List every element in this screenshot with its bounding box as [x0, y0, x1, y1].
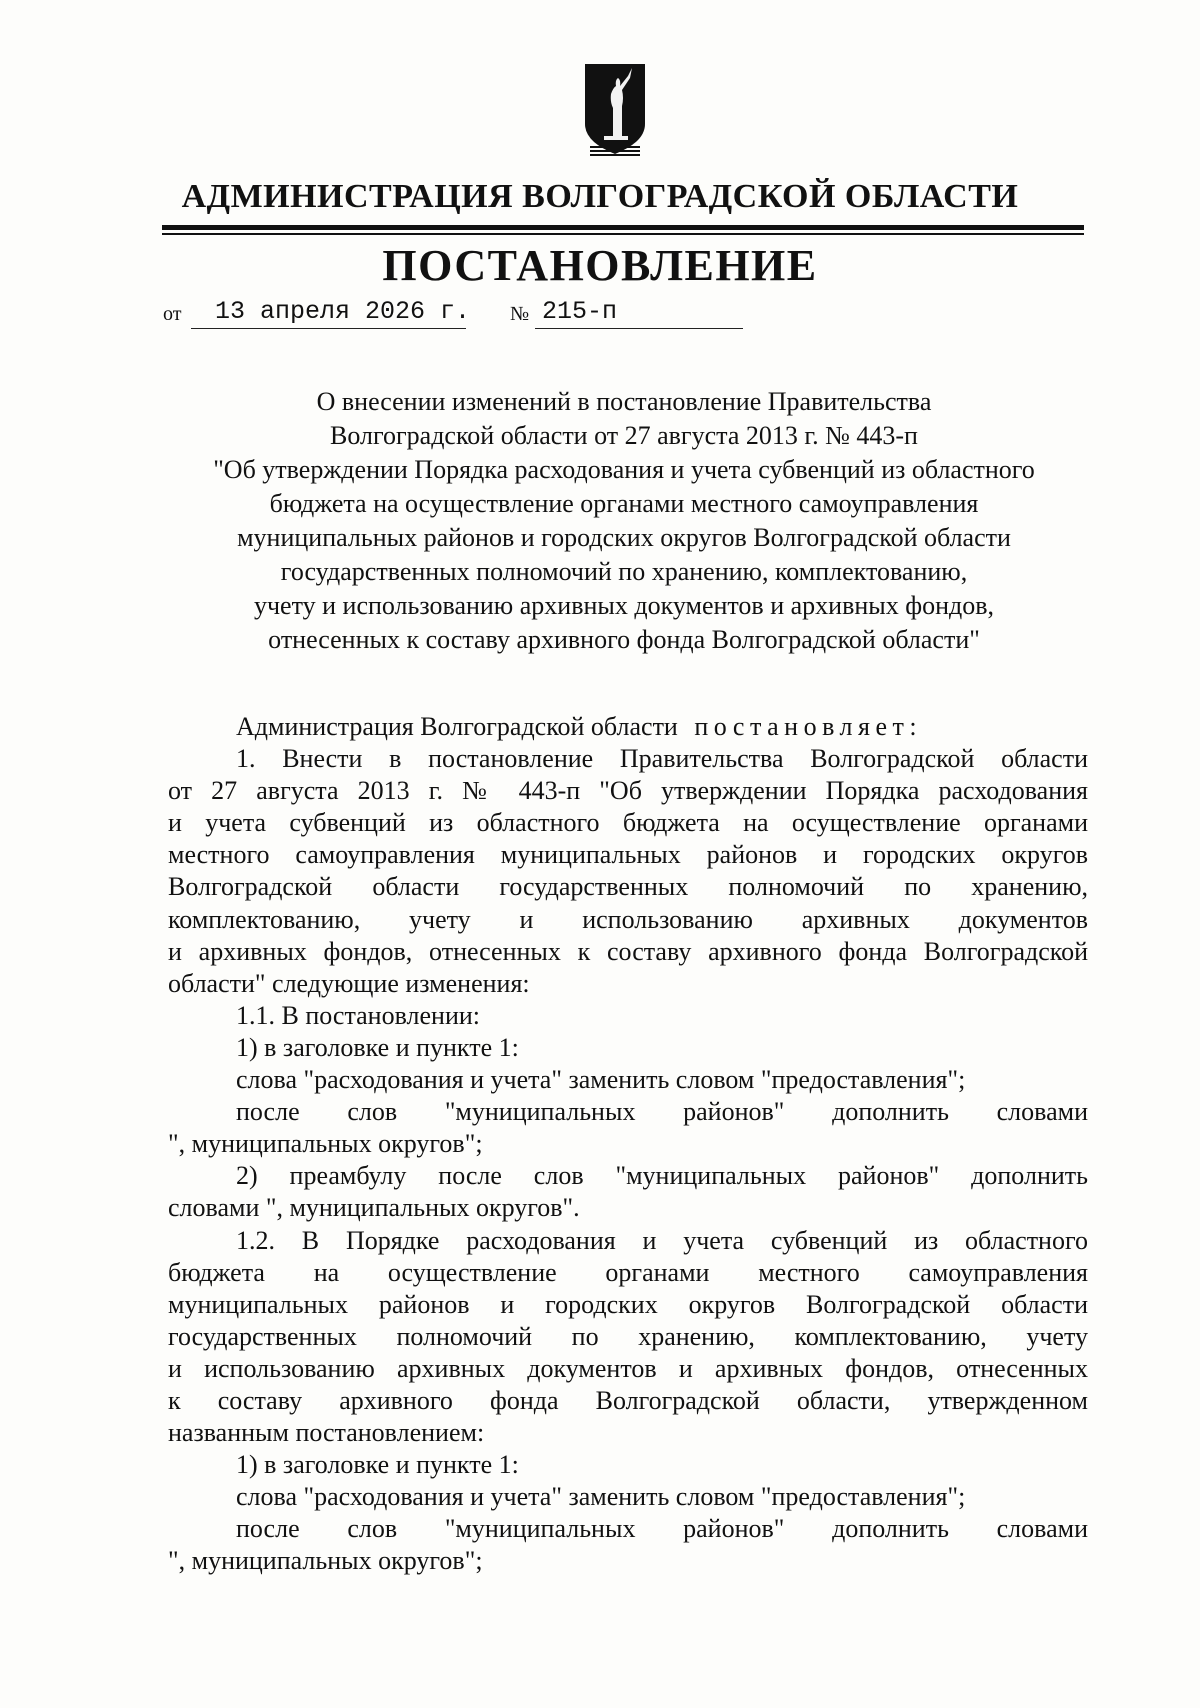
clause-1-2-line: бюджета на осуществление органами местного самоуправления	[168, 1257, 1088, 1287]
subject-line: муниципальных районов и городских округов Волгоградской области	[237, 523, 1011, 552]
document-date: 13 апреля 2026 г.	[215, 297, 471, 326]
clause-1-2-line: муниципальных районов и городских округов Волгоградской области	[168, 1289, 1088, 1319]
clause-1-2-line: 1.2. В Порядке расходования и учета субвенций из областного	[236, 1225, 1088, 1255]
paragraph-1-line: местного самоуправления муниципальных районов и городских округов	[168, 840, 1088, 870]
subject-line: бюджета на осуществление органами местного самоуправления	[269, 489, 979, 518]
clause-1-1-heading: 1.1. В постановлении:	[236, 1000, 480, 1030]
clause-1-2-item-1-b-line: ", муниципальных округов";	[168, 1546, 483, 1576]
number-underline	[535, 328, 743, 329]
clause-1-2-line: и использованию архивных документов и архивных фондов, отнесенных	[168, 1353, 1088, 1383]
clause-1-2-line: к составу архивного фонда Волгоградской области, утвержденном	[168, 1385, 1088, 1415]
coat-of-arms-icon	[582, 62, 648, 160]
paragraph-1-line: Волгоградской области государственных полномочий по хранению,	[168, 872, 1088, 902]
clause-1-2-line: государственных полномочий по хранению, комплектованию, учету	[168, 1321, 1088, 1351]
clause-1-2-line: названным постановлением:	[168, 1418, 485, 1448]
subject-line: Волгоградской области от 27 августа 2013 г. № 443-п	[330, 421, 918, 450]
date-prefix: от	[163, 303, 182, 325]
preamble	[168, 711, 1088, 743]
clause-1-2-item-1-a: слова "расходования и учета" заменить словом "предоставления";	[236, 1482, 966, 1512]
header-rule-thin	[162, 233, 1084, 235]
clause-1-2-item-1-b-line: после слов "муниципальных районов" дополнить словами	[236, 1514, 1088, 1544]
document-type: ПОСТАНОВЛЕНИЕ	[382, 241, 818, 290]
preamble-verb: постановляет:	[694, 712, 923, 741]
clause-1-1-item-2-line: 2) преамбулу после слов "муниципальных районов" дополнить	[236, 1161, 1088, 1191]
clause-1-2-item-1: 1) в заголовке и пункте 1:	[236, 1450, 519, 1480]
clause-1-1-item-2-line: словами ", муниципальных округов".	[168, 1193, 580, 1223]
paragraph-1-line: области" следующие изменения:	[168, 968, 530, 998]
paragraph-1-line: и учета субвенций из областного бюджета на осуществление органами	[168, 808, 1088, 838]
clause-1-1-item-1-b-line: ", муниципальных округов";	[168, 1129, 483, 1159]
paragraph-1-line: 1. Внести в постановление Правительства Волгоградской области	[236, 744, 1088, 774]
paragraph-1-line: и архивных фондов, отнесенных к составу архивного фонда Волгоградской	[168, 936, 1088, 966]
subject-line: государственных полномочий по хранению, комплектованию,	[280, 557, 968, 586]
clause-1-1-item-1-a: слова "расходования и учета" заменить словом "предоставления";	[236, 1065, 966, 1095]
number-prefix: №	[510, 303, 530, 325]
date-underline	[191, 328, 466, 329]
clause-1-1-item-1: 1) в заголовке и пункте 1:	[236, 1032, 519, 1062]
paragraph-1-line: комплектованию, учету и использованию архивных документов	[168, 904, 1088, 934]
subject-line: О внесении изменений в постановление Правительства	[316, 387, 932, 416]
preamble-prefix: Администрация Волгоградской области	[236, 712, 678, 741]
subject-line: учету и использованию архивных документов и архивных фондов,	[253, 591, 994, 620]
document-subject	[160, 385, 1088, 657]
clause-1-1-item-1-b-line: после слов "муниципальных районов" дополнить словами	[236, 1097, 1088, 1127]
organization-name: АДМИНИСТРАЦИЯ ВОЛГОГРАДСКОЙ ОБЛАСТИ	[181, 178, 1019, 215]
document-body	[168, 711, 1088, 1578]
subject-line: отнесенных к составу архивного фонда Волгоградской области"	[268, 625, 980, 654]
document-number: 215-п	[542, 297, 618, 326]
paragraph-1-line: от 27 августа 2013 г. № 443-п "Об утверждении Порядка расходования	[168, 776, 1088, 806]
header-rule-thick	[162, 225, 1084, 230]
subject-line: "Об утверждении Порядка расходования и учета субвенций из областного	[213, 455, 1035, 484]
